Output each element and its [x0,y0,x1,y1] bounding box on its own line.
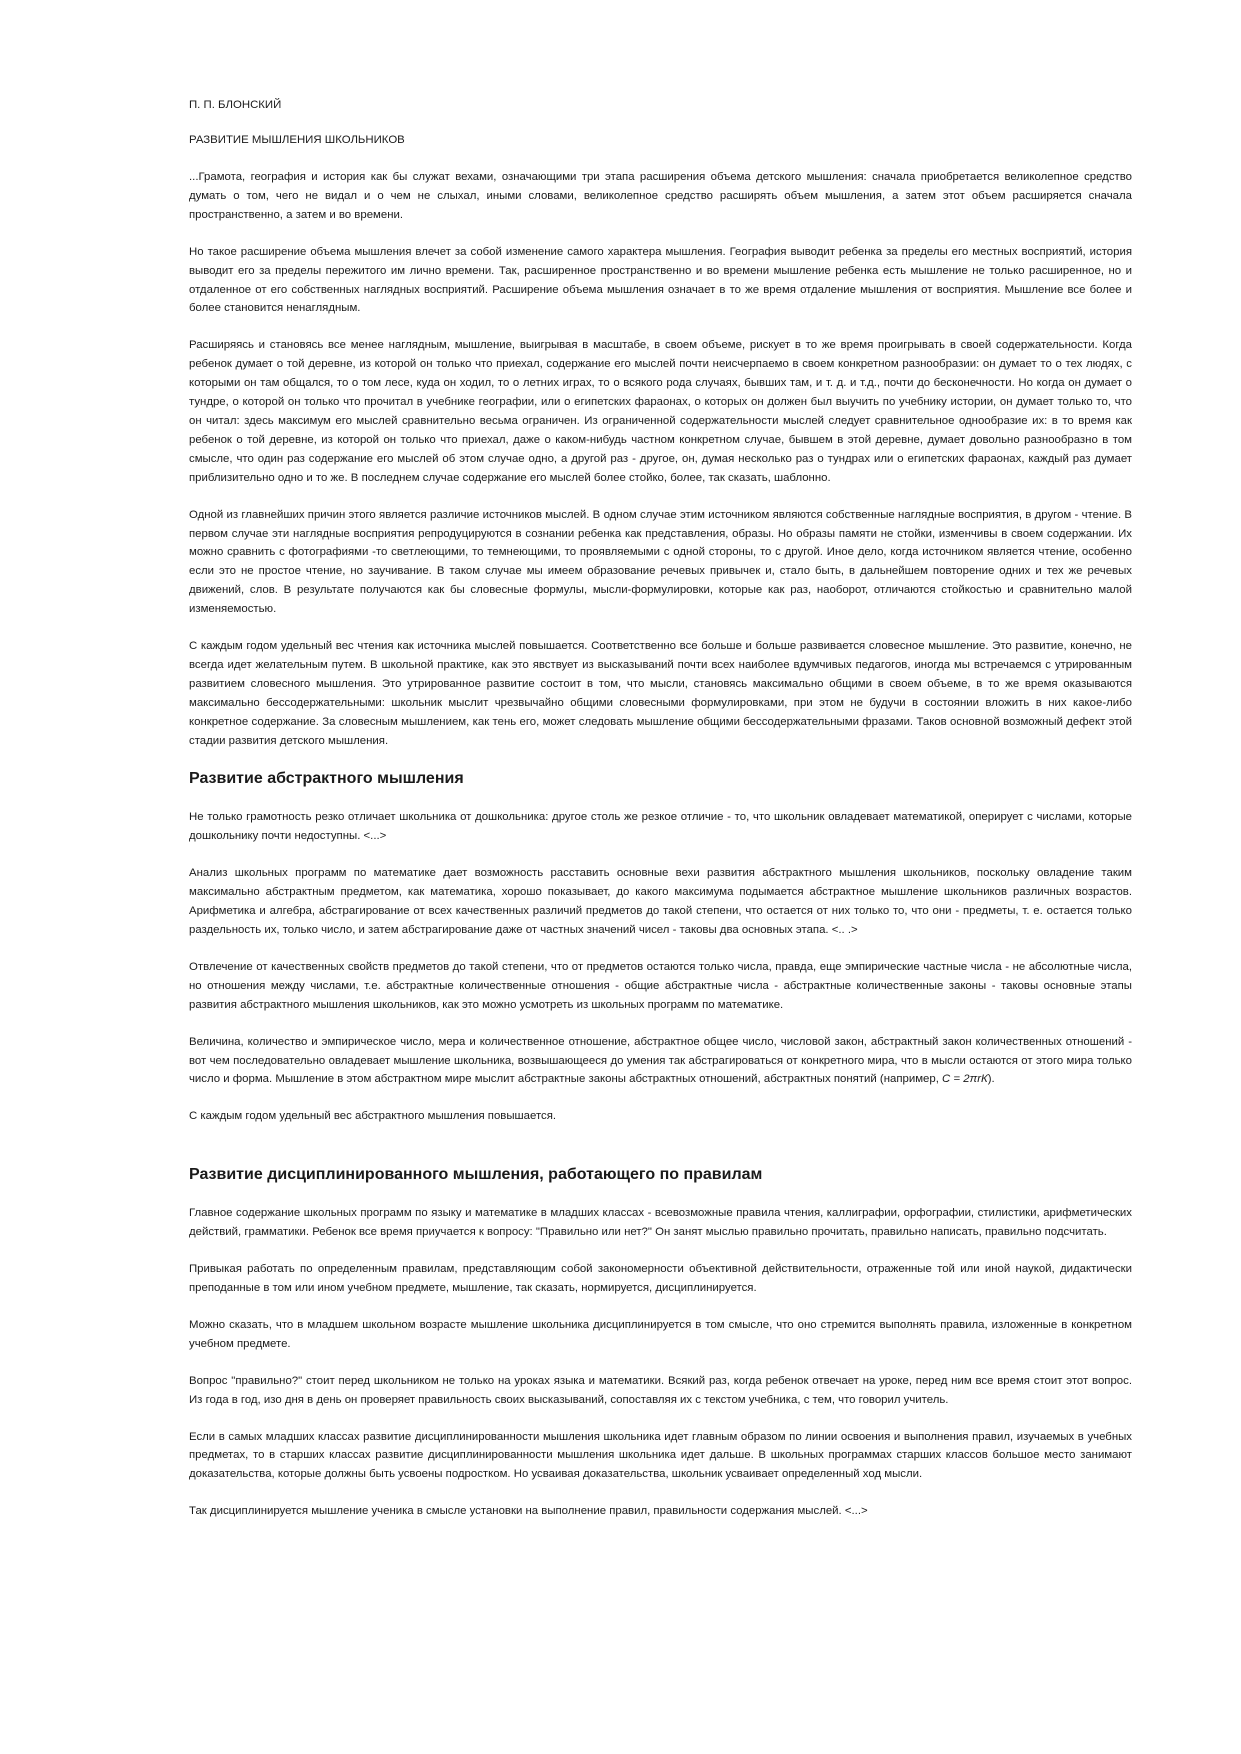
paragraph: Отвлечение от качественных свойств предметов до такой степени, что от предметов остаются только числа, правда, еще эмпирические частные числа - не абсолютные числа, но отношения между числами, т.е. абстрактные количественные отношения - общие абстрактные числа - абстрактные количественные законы - таковы основные этапы развития абстрактного мышления школьников, как это можно усмотреть из школьных программ по математике. [189,960,1132,1011]
section-heading-disciplined: Развитие дисциплинированного мышления, работающего по правилам [189,1166,763,1184]
paragraph: Если в самых младших классах развитие дисциплинированности мышления школьника идет главным образом по линии освоения и выполнения правил, изучаемых в учебных предметах, то в старших классах развитие дисциплинированности мышления школьника идет дальше. В школьных программах старших классов большое место занимают доказательства, которые должны быть усвоены подростком. Но усваивая доказательства, школьник усваивает определенный ход мысли. [189,1430,1132,1481]
paragraph-text-end: ). [987,1073,995,1086]
paragraph: С каждым годом удельный вес чтения как источника мыслей повышается. Соответственно все больше и больше развивается словесное мышление. Это развитие, конечно, не всегда идет желательным путем. В школьной практике, как это явствует из высказываний почти всех наиболее вдумчивых педагогов, иногда мы встречаемся с утрированным развитием словесного мышления. Это утрированное развитие состоит в том, что мысли, становясь максимально общими в своем объеме, в то же время оказываются максимально бессодержательными: школьник мыслит чрезвычайно общими словесными формулировками, при этом не будучи в состоянии вложить в них какое-либо конкретное содержание. За словесным мышлением, как тень его, может следовать мышление общими бессодержательными фразами. Таков основной возможный дефект этой стадии развития детского мышления. [189,640,1132,747]
paragraph: Главное содержание школьных программ по языку и математике в младших классах - всевозможные правила чтения, каллиграфии, орфографии, стилистики, арифметических действий, грамматики. Ребенок все время приучается к вопросу: "Правильно или нет?" Он занят мыслью правильно прочитать, правильно написать, правильно подсчитать. [189,1207,1132,1239]
section-heading-abstract: Развитие абстрактного мышления [189,770,464,788]
document-title: РАЗВИТИЕ МЫШЛЕНИЯ ШКОЛЬНИКОВ [189,134,405,146]
paragraph: Можно сказать, что в младшем школьном возрасте мышление школьника дисциплинируется в том смысле, что оно стремится выполнять правила, изложенные в конкретном учебном предмете. [189,1318,1132,1350]
section-gap [189,1144,1132,1164]
paragraph: С каждым годом удельный вес абстрактного мышления повышается. [189,1110,557,1123]
paragraph: Не только грамотность резко отличает школьника от дошкольника: другое столь же резкое отличие - то, что школьник овладевает математикой, оперирует с числами, которые дошкольнику почти недоступны. <...> [189,811,1132,843]
paragraph-with-formula [189,1033,1132,1090]
paragraph-text: Величина, количество и эмпирическое число, мера и количественное отношение, абстрактное общее число, числовой закон, абстрактный закон количественных отношений - вот чем последовательно овладевает мышление школьника, возвышающееся до умения так абстрагироваться от конкретного мира, что в мысли остаются от этого мира только число и форма. Мышление в этом абстрактном мире мыслит абстрактные законы абстрактных отношений, абстрактных понятий (например, [189,1035,1132,1086]
paragraph: Анализ школьных программ по математике дает возможность расставить основные вехи развития абстрактного мышления школьников, поскольку овладение таким максимально абстрактным предметом, как математика, хорошо показывает, до какого максимума подымается абстрактное мышление школьников различных возрастов. Арифметика и алгебра, абстрагирование от всех качественных различий предметов до такой степени, что остается от них только то, что они - предметы, т. е. остается только раздельность их, только число, и затем абстрагирование даже от частных значений чисел - таковы два основных этапа. <.. .> [189,867,1132,936]
paragraph: Но такое расширение объема мышления влечет за собой изменение самого характера мышления. География выводит ребенка за пределы его местных восприятий, история выводит его за пределы пережитого им лично времени. Так, расширенное пространственно и во времени мышление ребенка есть мышление не только расширенное, но и отдаленное от его собственных наглядных восприятий. Расширение объема мышления означает в то же время отдаление мышления от восприятия. Мышление все более и более становится ненаглядным. [189,245,1132,315]
document-page [189,96,1132,1539]
paragraph: Так дисциплинируется мышление ученика в смысле установки на выполнение правил, правильности содержания мыслей. <...> [189,1505,868,1518]
paragraph: ...Грамота, география и история как бы служат вехами, означающими три этапа расширения объема детского мышления: сначала приобретается великолепное средство думать о том, чего не видал и о чем не слыхал, иными словами, великолепное средство расширять объем мышления, а затем этот объем расширяется сначала пространственно, а затем и во времени. [189,171,1132,221]
paragraph: Вопрос "правильно?" стоит перед школьником не только на уроках языка и математики. Всякий раз, когда ребенок отвечает на уроке, перед ним все время стоит этот вопрос. Из года в год, изо дня в день он проверяет правильность своих высказываний, сопоставляя их с текстом учебника, с тем, что говорил учитель. [189,1374,1132,1406]
paragraph: Расширяясь и становясь все менее наглядным, мышление, выигрывая в масштабе, в своем объеме, рискует в то же время проигрывать в своей содержательности. Когда ребенок думает о той деревне, из которой он только что приехал, содержание его мыслей почти неисчерпаемо в своем конкретном разнообразии: он думает то о тех людях, с которыми он там общался, то о том лесе, куда он ходил, то о летних играх, то о всякого рода случаях, бывших там, и т. д. и т.д., почти до бесконечности. Но когда он думает о тундре, о которой он только что прочитал в учебнике географии, или о египетских фараонах, о которых он должен был выучить по учебнику истории, он думает только то, что он читал: здесь максимум его мыслей сравнительно весьма ограничен. Из ограниченной содержательности мыслей следует сравнительное однообразие их: в то время как ребенок о той деревне, из которой он только что приехал, даже о каком-нибудь частном конкретном случае, бывшем в этой деревне, думает довольно разнообразно в том смысле, что один раз содержание его мыслей об этом случае одно, а другой раз - другое, он, думая несколько раз о тундрах или о египетских фараонах, каждый раз думает приблизительно одно и то же. В последнем случае содержание его мыслей более стойко, более, так сказать, шаблонно. [189,339,1132,484]
paragraph: Одной из главнейших причин этого является различие источников мыслей. В одном случае этим источником являются собственные наглядные восприятия, в другом - чтение. В первом случае эти наглядные восприятия репродуцируются в сознании ребенка как представления, образы. Но образы памяти не стойки, изменчивы в своем содержании. Их можно сравнить с фотографиями -то светлеющими, то темнеющими, то проявляемыми с одной стороны, то с другой. Иное дело, когда источником является чтение, особенно если это не простое чтение, но заучивание. В таком случае мы имеем образование речевых привычек и, стало быть, в дальнейшем повторение одних и тех же речевых движений, слов. В результате получаются как бы словесные формулы, мысли-формулировки, которые как раз, наоборот, отличаются стойкостью и сравнительно малой изменяемостью. [189,508,1132,616]
formula: С = 2πrК [942,1073,988,1086]
author: П. П. БЛОНСКИЙ [189,99,282,111]
paragraph: Привыкая работать по определенным правилам, представляющим собой закономерности объективной действительности, отраженные той или иной наукой, дидактически преподанные в том или ином учебном предмете, мышление, так сказать, нормируется, дисциплинируется. [189,1263,1132,1294]
